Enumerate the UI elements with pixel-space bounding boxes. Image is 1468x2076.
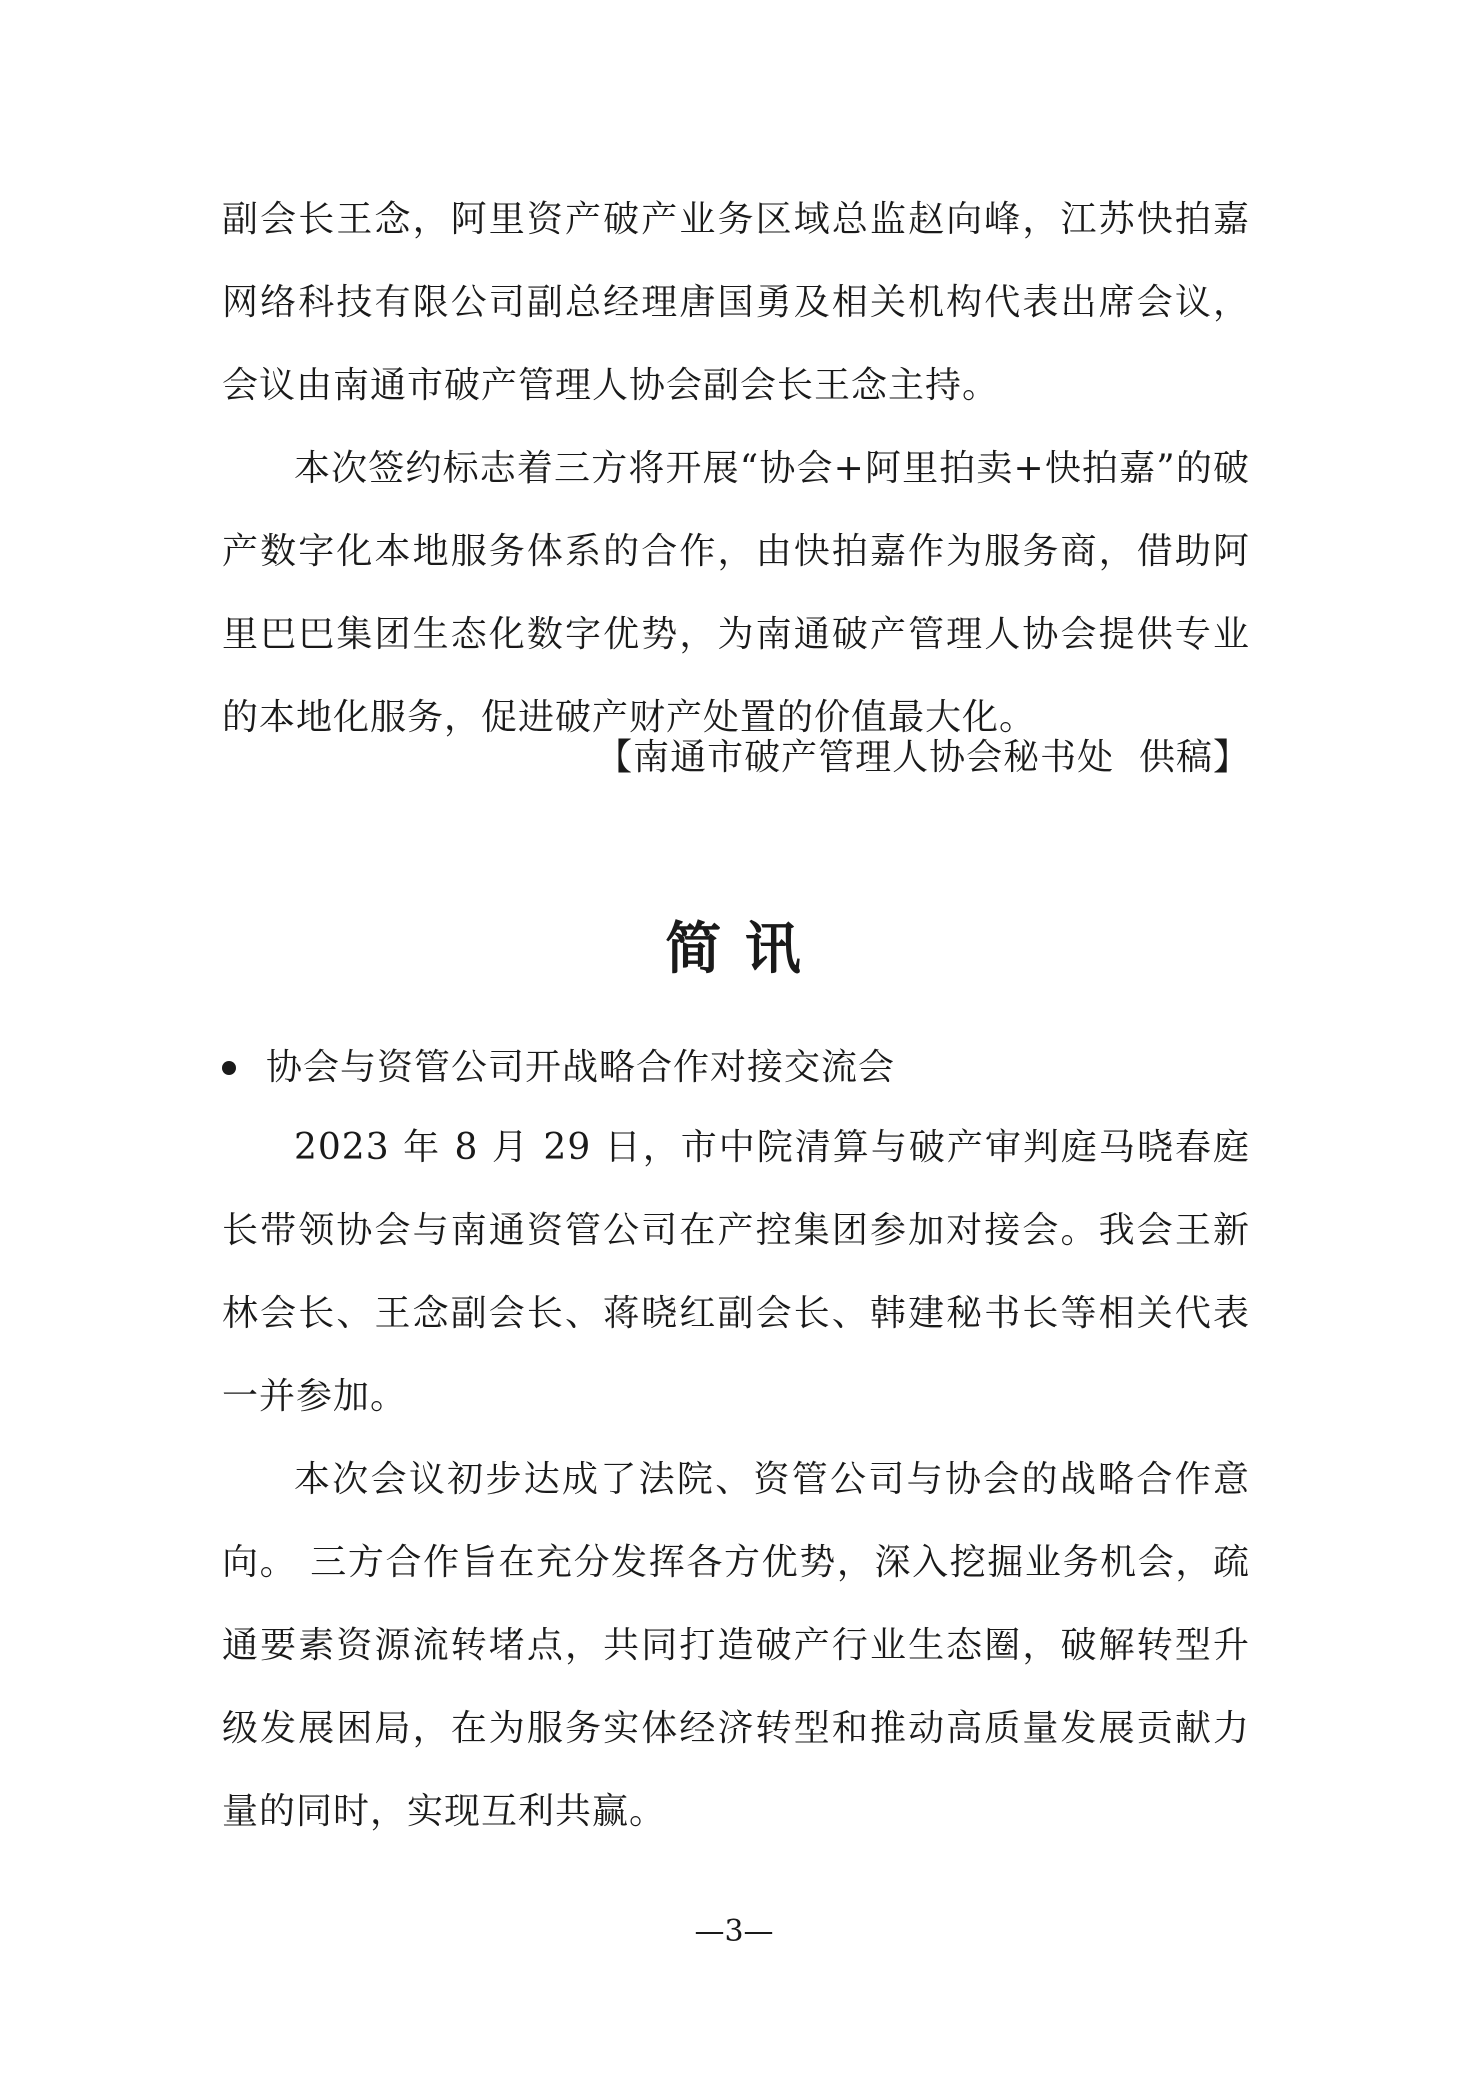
page-number: —3— — [694, 1914, 774, 1949]
news-item-heading-text: 协会与资管公司开战略合作对接交流会 — [266, 1047, 896, 1088]
section-title-briefs: 简 讯 — [665, 917, 803, 982]
news-item-body — [222, 1106, 1250, 1853]
article-paragraph-attendees: 副会长王念，阿里资产破产业务区域总监赵向峰，江苏快拍嘉网络科技有限公司副总经理唐国勇及相关机构代表出席会议，会议由南通市破产管理人协会副会长王念主持。 — [222, 199, 1250, 406]
bullet-dot-icon — [222, 1061, 236, 1075]
article-continuation — [222, 178, 1250, 759]
article-source-credit: 【南通市破产管理人协会秘书处 供稿】 — [596, 737, 1250, 778]
news-paragraph-meeting: 2023 年 8 月 29 日，市中院清算与破产审判庭马晓春庭长带领协会与南通资管公司在产控集团参加对接会。我会王新林会长、王念副会长、蒋晓红副会长、韩建秘书长等相关代表一并参加。 — [222, 1127, 1250, 1417]
news-paragraph-cooperation: 本次会议初步达成了法院、资管公司与协会的战略合作意向。 三方合作旨在充分发挥各方优势，深入挖掘业务机会，疏通要素资源流转堵点，共同打造破产行业生态圈，破解转型升级发展困局，在为服务实体经济转型和推动高质量发展贡献力量的同时，实现互利共赢。 — [222, 1459, 1250, 1832]
news-item-heading — [222, 1026, 1250, 1109]
article-paragraph-signing: 本次签约标志着三方将开展“协会+阿里拍卖+快拍嘉”的破产数字化本地服务体系的合作，由快拍嘉作为服务商，借助阿里巴巴集团生态化数字优势，为南通破产管理人协会提供专业的本地化服务，促进破产财产处置的价值最大化。 — [222, 448, 1250, 738]
